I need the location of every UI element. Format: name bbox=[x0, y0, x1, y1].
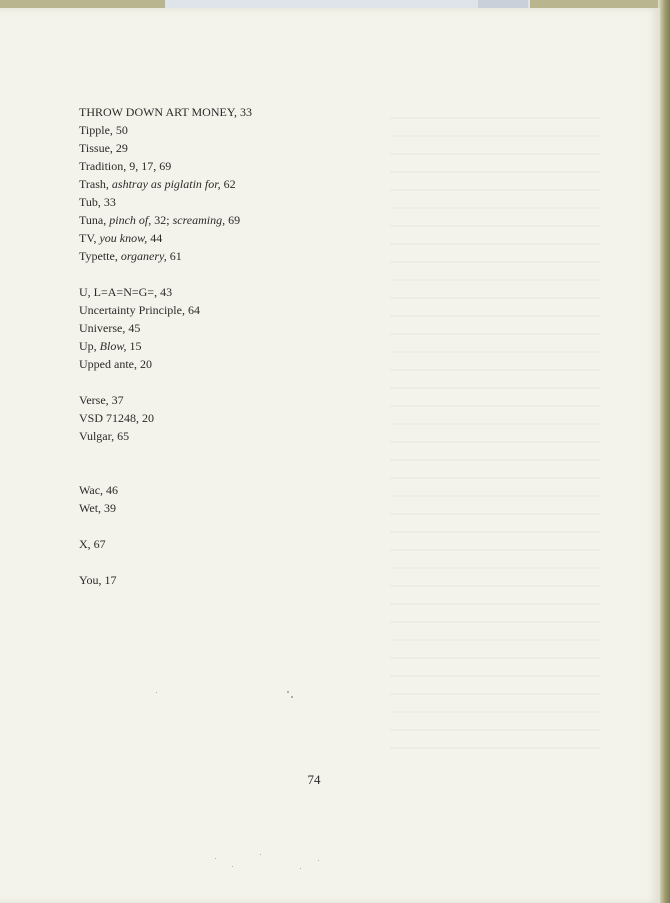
index-entry-text: Wac, 46 bbox=[79, 483, 119, 497]
paper-speck bbox=[156, 692, 157, 693]
paper-speck bbox=[291, 696, 293, 698]
index-entry-text: Trash, bbox=[79, 177, 112, 191]
index-entry bbox=[79, 427, 379, 445]
paper-speck bbox=[287, 691, 289, 693]
index-entry bbox=[79, 247, 379, 265]
index-entry-text: 15 bbox=[126, 339, 142, 353]
paper-speck bbox=[215, 858, 216, 859]
paper-speck bbox=[260, 854, 261, 855]
index-entry-italic-text: ashtray as piglatin for, bbox=[111, 177, 221, 191]
index-entry-text: VSD 71248, 20 bbox=[79, 411, 155, 425]
index-entry bbox=[79, 139, 379, 157]
index-entry bbox=[79, 229, 379, 247]
index-entry-text: Tradition, 9, 17, 69 bbox=[79, 159, 172, 173]
index-entry bbox=[79, 283, 379, 301]
index-entry-text: 62 bbox=[220, 177, 236, 191]
index-entry-text: Tissue, 29 bbox=[79, 141, 128, 155]
index-entry bbox=[79, 337, 379, 355]
index-entry bbox=[79, 481, 379, 499]
index-entry bbox=[79, 391, 379, 409]
index-entry-text: Wet, 39 bbox=[79, 501, 117, 515]
index-entry bbox=[79, 157, 379, 175]
index-entry-text: Vulgar, 65 bbox=[79, 429, 130, 443]
index-entry-text: Typette, bbox=[79, 249, 121, 263]
index-entry-italic-text: Blow, bbox=[99, 339, 127, 353]
index-entry bbox=[79, 301, 379, 319]
index-entry bbox=[79, 355, 379, 373]
index-entry-italic-text: screaming, bbox=[172, 213, 226, 227]
index-entry-text: You, 17 bbox=[79, 573, 117, 587]
index-entry-text: 69 bbox=[225, 213, 241, 227]
paper-speck bbox=[300, 868, 301, 869]
index-entry-italic-text: you know, bbox=[99, 231, 148, 245]
index-entry-text: Tipple, 50 bbox=[79, 123, 128, 137]
show-through-text bbox=[390, 103, 600, 763]
index-group bbox=[79, 391, 379, 445]
index-entry-text: Verse, 37 bbox=[79, 393, 124, 407]
index-group bbox=[79, 283, 379, 373]
index-entry-text: Tuna, bbox=[79, 213, 110, 227]
index-entry bbox=[79, 409, 379, 427]
index-entry-text: Universe, 45 bbox=[79, 321, 141, 335]
index-entry bbox=[79, 175, 379, 193]
index-entry-text: THROW DOWN ART MONEY, 33 bbox=[79, 105, 252, 119]
index-group bbox=[79, 535, 379, 553]
index-entry-text: TV, bbox=[79, 231, 100, 245]
index-group bbox=[79, 481, 379, 517]
index-list bbox=[79, 103, 379, 589]
book-page bbox=[0, 8, 660, 903]
index-entry bbox=[79, 499, 379, 517]
index-group bbox=[79, 571, 379, 589]
paper-speck bbox=[318, 860, 319, 861]
index-entry-italic-text: pinch of, bbox=[109, 213, 152, 227]
index-entry bbox=[79, 121, 379, 139]
index-entry bbox=[79, 193, 379, 211]
index-entry-text: 32; bbox=[151, 213, 173, 227]
index-entry bbox=[79, 103, 379, 121]
index-entry-text: Up, bbox=[79, 339, 100, 353]
page-number: 74 bbox=[307, 772, 321, 787]
index-entry-text: Uncertainty Principle, 64 bbox=[79, 303, 200, 317]
index-entry bbox=[79, 211, 379, 229]
paper-speck bbox=[232, 866, 233, 867]
index-entry-text: 44 bbox=[147, 231, 163, 245]
index-entry-text: Upped ante, 20 bbox=[79, 357, 152, 371]
index-entry bbox=[79, 319, 379, 337]
index-group bbox=[79, 103, 379, 265]
index-entry bbox=[79, 571, 379, 589]
index-entry-text: Tub, 33 bbox=[79, 195, 116, 209]
index-entry-text: 61 bbox=[166, 249, 182, 263]
index-entry-text: U, L=A=N=G=, 43 bbox=[79, 285, 173, 299]
index-entry-text: X, 67 bbox=[79, 537, 106, 551]
index-entry-italic-text: organery, bbox=[120, 249, 167, 263]
index-entry bbox=[79, 535, 379, 553]
